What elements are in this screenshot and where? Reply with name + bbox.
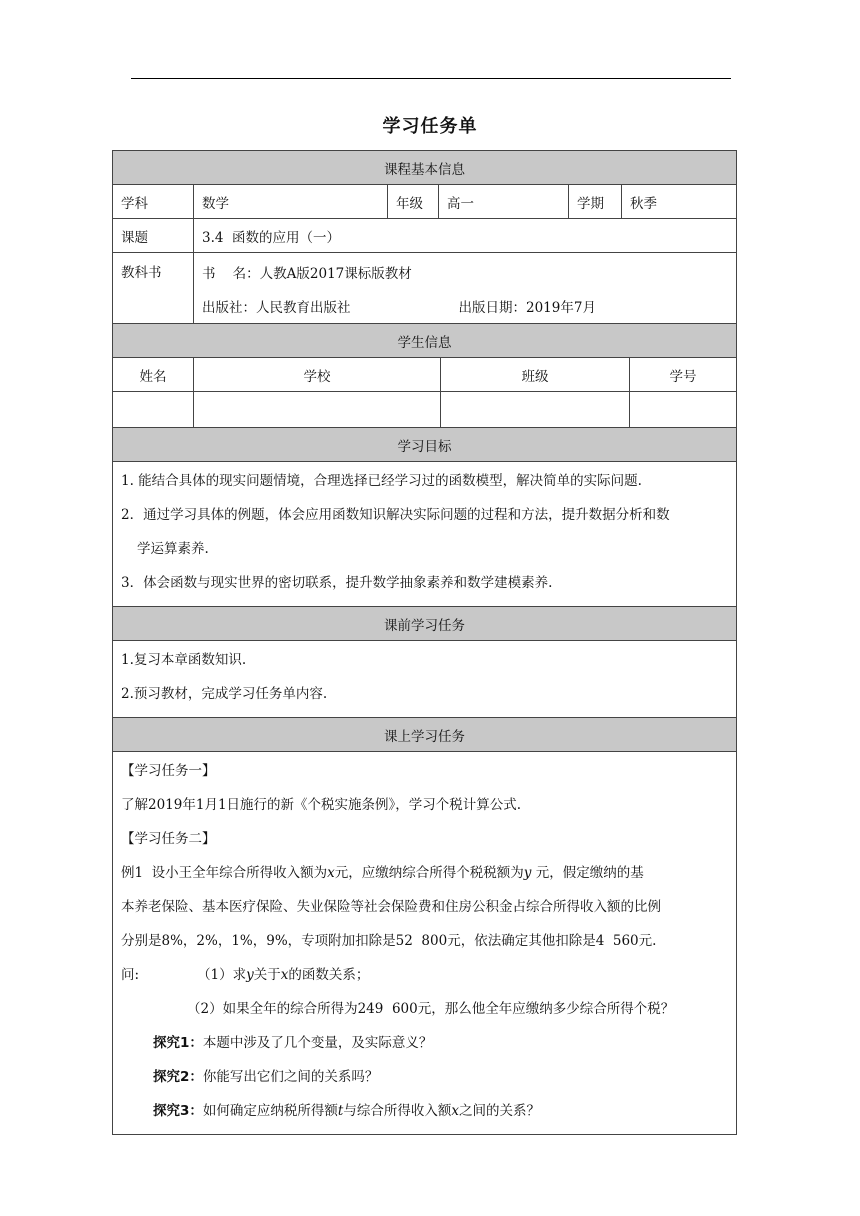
pre-tasks-header: 课前学习任务: [113, 607, 737, 641]
question-2: （2）如果全年的综合所得为249 600元，那么他全年应缴纳多少综合所得个税？: [187, 1001, 675, 1017]
task2-title: 【学习任务二】: [121, 831, 216, 847]
q1-text: [139, 967, 369, 983]
explore-3: [121, 1094, 728, 1128]
class-tasks-header: 课上学习任务: [113, 718, 737, 752]
explore-1: [121, 1026, 728, 1060]
question-label: 问:: [121, 967, 140, 983]
task1-text: 了解2019年1月1日施行的新《个税实施条例》，学习个税计算公式.: [121, 797, 522, 813]
var-y: y: [246, 967, 254, 983]
goal-item: 2．通过学习具体的例题，体会应用函数知识解决实际问题的过程和方法，提升数据分析和数: [121, 507, 670, 523]
explore-label: 探究1：: [153, 1035, 203, 1051]
publish-date: 出版日期：2019年7月: [458, 300, 596, 316]
explore-text: 如何确定应纳税所得额: [202, 1103, 338, 1119]
grade-value: 高一: [439, 185, 569, 219]
example-text: 元，假定缴纳的基: [531, 865, 644, 881]
q1-part: （1）求: [197, 967, 247, 983]
pre-task-item: 2.预习教材，完成学习任务单内容.: [121, 686, 328, 702]
question-1: [121, 958, 728, 992]
var-x: x: [327, 865, 335, 881]
student-id-field[interactable]: [630, 392, 737, 428]
explore-text: 本题中涉及了几个变量，及实际意义？: [202, 1035, 433, 1051]
example-line-1: [121, 856, 728, 890]
topic-label: 课题: [113, 219, 194, 253]
explore-label: 探究3：: [153, 1103, 203, 1119]
textbook-info: [194, 253, 737, 330]
goals-body: [113, 462, 737, 607]
class-field[interactable]: [441, 392, 630, 428]
course-info-table: [112, 150, 737, 330]
header-rule: [131, 78, 731, 79]
goal-item: 1. 能结合具体的现实问题情境，合理选择已经学习过的函数模型，解决简单的实际问题.: [121, 473, 642, 489]
var-x: x: [280, 967, 289, 983]
school-field[interactable]: [194, 392, 441, 428]
col-school: 学校: [194, 358, 441, 392]
goals-header: 学习目标: [113, 428, 737, 462]
explore-text: 之间的关系？: [458, 1103, 540, 1119]
pre-task-item: 1.复习本章函数知识.: [121, 652, 247, 668]
goal-item-continued: 学运算素养.: [137, 541, 209, 557]
example-text: 元，应缴纳综合所得个税税额为: [334, 865, 524, 881]
textbook-label: 教科书: [113, 253, 194, 330]
class-tasks-body: [113, 752, 737, 1135]
col-student-id: 学号: [630, 358, 737, 392]
page-title: 学习任务单: [382, 116, 478, 137]
var-x: x: [451, 1103, 459, 1119]
var-y: y: [523, 865, 532, 881]
term-value: 秋季: [622, 185, 737, 219]
q1-part: 的函数关系；: [288, 967, 370, 983]
student-info-table: [112, 323, 737, 428]
col-class: 班级: [441, 358, 630, 392]
course-info-header: 课程基本信息: [113, 151, 737, 185]
example-line-3: 分别是8%，2%，1%，9%，专项附加扣除是52 800元，依法确定其他扣除是4 560元.: [121, 933, 657, 949]
example-line-2: 本养老保险、基本医疗保险、失业保险等社会保险费和住房公积金占综合所得收入额的比例: [121, 899, 661, 915]
example-text: 例1 设小王全年综合所得收入额为: [121, 865, 328, 881]
var-t: t: [337, 1103, 344, 1119]
publisher-line: [202, 291, 728, 325]
explore-text: 与综合所得收入额: [343, 1103, 452, 1119]
student-info-header: 学生信息: [113, 324, 737, 358]
q1-part: 关于: [253, 967, 281, 983]
explore-text: 你能写出它们之间的关系吗？: [202, 1069, 379, 1085]
explore-2: [121, 1060, 728, 1094]
grade-label: 年级: [388, 185, 439, 219]
subject-value: 数学: [194, 185, 388, 219]
publisher: 出版社：人民教育出版社: [202, 300, 351, 316]
col-name: 姓名: [113, 358, 194, 392]
explore-label: 探究2：: [153, 1069, 203, 1085]
task1-title: 【学习任务一】: [121, 763, 216, 779]
name-field[interactable]: [113, 392, 194, 428]
tasks-table: [112, 427, 737, 1135]
pre-tasks-body: [113, 641, 737, 718]
book-name: 书 名：人教A版2017课标版教材: [202, 266, 412, 282]
term-label: 学期: [569, 185, 622, 219]
goal-item: 3．体会函数与现实世界的密切联系，提升数学抽象素养和数学建模素养.: [121, 575, 553, 591]
topic-value: 3.4 函数的应用（一）: [194, 219, 737, 253]
subject-label: 学科: [113, 185, 194, 219]
